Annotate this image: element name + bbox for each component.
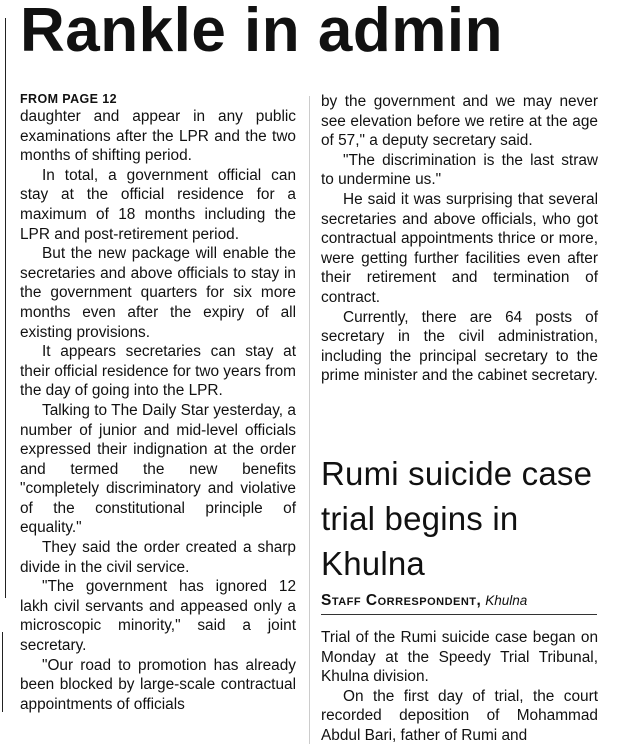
left-margin-rule (2, 632, 3, 712)
paragraph: Trial of the Rumi suicide case began on Monday at the Speedy Trial Tribunal, Khulna division. (321, 629, 598, 686)
main-story-right-column (321, 92, 598, 386)
paragraph: On the first day of trial, the court recorded deposition of Mohammad Abdul Bari, father of Rumi and (321, 687, 598, 744)
byline-divider (321, 614, 597, 615)
second-story-headline: Rumi suicide case trial begins in Khulna (321, 455, 593, 582)
paragraph: "The discrimination is the last straw to undermine us." (321, 151, 598, 189)
paragraph: daughter and appear in any public examinations after the LPR and the two months of shifting period. (20, 108, 296, 165)
paragraph: Talking to The Daily Star yesterday, a number of junior and mid-level officials expressed their indignation at the order and termed the new benefits "completely discriminatory and violative of the constitutional principle of equality." (20, 401, 296, 537)
paragraph: But the new package will enable the secretaries and above officials to stay in the government quarters for six more months even after the expiry of all existing provisions. (20, 245, 296, 341)
paragraph: Currently, there are 64 posts of secretary in the civil administration, including the principal secretary to the prime minister and the cabinet secretary. (321, 308, 598, 385)
continuation-label: FROM PAGE 12 (20, 92, 117, 106)
paragraph: It appears secretaries can stay at their official residence for two years from the day of going into the LPR. (20, 343, 297, 400)
paragraph: by the government and we may never see elevation before we retire at the age of 57," a deputy secretary said. (321, 93, 598, 150)
paragraph: "Our road to promotion has already been blocked by large-scale contractual appointments of officials (20, 656, 296, 713)
byline-location: Khulna (485, 593, 528, 608)
main-story-left-column (20, 92, 296, 714)
left-column-rule (5, 18, 6, 598)
paragraph: They said the order created a sharp divide in the civil service. (20, 539, 296, 576)
second-story-body (321, 628, 598, 746)
paragraph: "The government has ignored 12 lakh civil servants and appeased only a microscopic minority," said a joint secretary. (20, 578, 296, 655)
byline (321, 591, 593, 610)
main-headline: Rankle in admin (20, 0, 503, 65)
paragraph: He said it was surprising that several secretaries and above officials, who got contractual appointments thrice or more, were getting further facilities even after their retirement and termination of contract. (321, 190, 598, 306)
column-divider (309, 96, 310, 744)
byline-name: Staff Correspondent, (321, 592, 482, 609)
paragraph: In total, a government official can stay at the official residence for a maximum of 18 months including the LPR and post-retirement period. (20, 166, 296, 243)
